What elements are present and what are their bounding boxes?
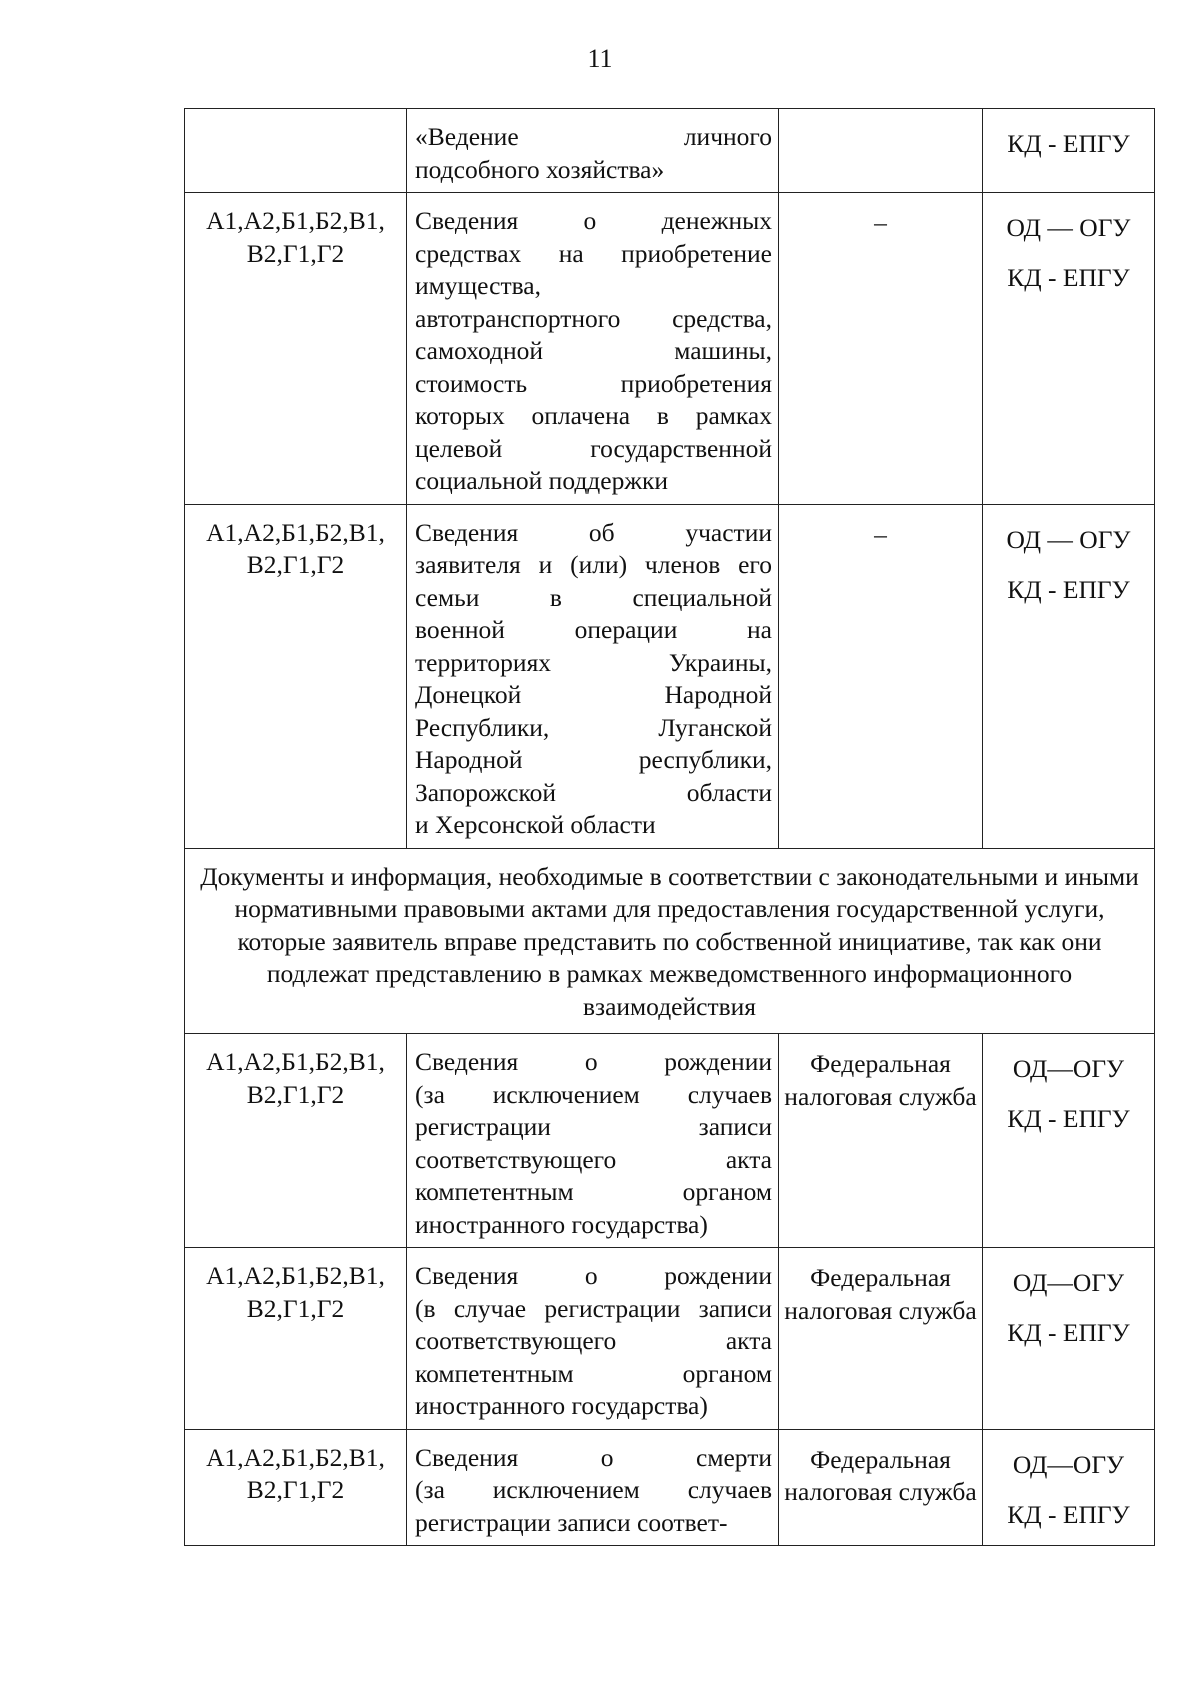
authority-cell: Федеральная налоговая служба <box>779 1034 983 1248</box>
description-line: самоходной машины, <box>415 336 772 365</box>
category-codes-cell: А1,А2,Б1,Б2,В1, В2,Г1,Г2 <box>185 504 407 848</box>
document-description-cell <box>407 193 779 505</box>
submission-channels-cell <box>983 109 1155 193</box>
description-line: соответствующего акта <box>415 1144 772 1174</box>
table-row <box>185 109 1155 193</box>
table-body-bottom <box>185 1034 1155 1546</box>
table-row <box>185 1248 1155 1430</box>
category-codes-cell: А1,А2,Б1,Б2,В1, В2,Г1,Г2 <box>185 1429 407 1546</box>
channel-label: КД - ЕПГУ <box>1007 129 1130 158</box>
submission-channels-cell <box>983 193 1155 505</box>
description-line: Сведения о смерти <box>415 1442 772 1472</box>
document-description-cell <box>407 1429 779 1546</box>
section-row <box>185 848 1155 1034</box>
channel-label: КД - ЕПГУ <box>1007 1499 1130 1529</box>
description-line: средствах на приобретение <box>415 238 772 268</box>
table-row <box>185 1429 1155 1546</box>
description-line: Сведения о рождении <box>415 1261 772 1290</box>
description-line: подсобного хозяйства» <box>415 154 665 184</box>
table-section <box>185 848 1155 1034</box>
channel-label: ОД — ОГУ <box>1006 213 1131 242</box>
description-line: (в случае регистрации записи <box>415 1293 772 1323</box>
description-line: компетентным органом <box>415 1177 772 1206</box>
submission-channels-cell <box>983 504 1155 848</box>
channel-label: ОД—ОГУ <box>1012 1054 1125 1083</box>
description-line: автотранспортного средства, <box>415 303 772 333</box>
description-line: имущества, <box>415 271 541 300</box>
description-line: военной операции на <box>415 615 772 644</box>
page-number: 11 <box>587 44 613 73</box>
channel-label: ОД—ОГУ <box>1012 1268 1125 1297</box>
submission-channels-cell <box>983 1248 1155 1430</box>
document-description-cell <box>407 109 779 193</box>
description-line: Запорожской области <box>415 777 772 807</box>
description-line: целевой государственной <box>415 433 772 463</box>
channel-label: ОД—ОГУ <box>1012 1449 1125 1479</box>
submission-channels-cell <box>983 1034 1155 1248</box>
documents-table <box>184 108 1155 1546</box>
authority-cell <box>779 109 983 193</box>
description-line: Народной республики, <box>415 745 772 774</box>
description-line: (за исключением случаев <box>415 1475 772 1504</box>
table-row <box>185 1034 1155 1248</box>
category-codes-cell: А1,А2,Б1,Б2,В1, В2,Г1,Г2 <box>185 1248 407 1430</box>
authority-cell: – <box>779 504 983 848</box>
channel-label: КД - ЕПГУ <box>1007 263 1130 292</box>
description-line: и Херсонской области <box>415 810 656 839</box>
description-line: Республики, Луганской <box>415 712 772 742</box>
description-line: регистрации записи соответ- <box>415 1507 728 1537</box>
description-line: иностранного государства) <box>415 1209 708 1239</box>
document-description-cell <box>407 1248 779 1430</box>
description-line: Донецкой Народной <box>415 680 772 709</box>
description-line: Сведения об участии <box>415 517 772 547</box>
authority-cell: Федеральная налоговая служба <box>779 1429 983 1546</box>
category-codes-cell: А1,А2,Б1,Б2,В1, В2,Г1,Г2 <box>185 1034 407 1248</box>
category-codes-cell <box>185 109 407 193</box>
authority-cell: – <box>779 193 983 505</box>
description-line: которых оплачена в рамках <box>415 401 772 430</box>
description-line: регистрации записи <box>415 1112 772 1141</box>
channel-label: КД - ЕПГУ <box>1007 574 1130 604</box>
description-line: Сведения о рождении <box>415 1047 772 1076</box>
authority-cell: Федеральная налоговая служба <box>779 1248 983 1430</box>
description-line: иностранного государства) <box>415 1391 708 1420</box>
description-line: Сведения о денежных <box>415 206 772 235</box>
channel-label: КД - ЕПГУ <box>1007 1104 1130 1133</box>
channel-label: КД - ЕПГУ <box>1007 1318 1130 1347</box>
description-line: «Ведение личного <box>415 122 772 151</box>
description-line: заявителя и (или) членов его <box>415 550 772 579</box>
document-description-cell <box>407 1034 779 1248</box>
table-row <box>185 193 1155 505</box>
description-line: семьи в специальной <box>415 582 772 612</box>
description-line: территориях Украины, <box>415 647 772 677</box>
section-heading: Документы и информация, необходимые в соответствии с законодательными и иными нормативными правовыми актами для предоставления государственной услуги, которые заявитель вправе представить по собственной инициативе, так как они подлежат представлению в рамках межведомственного информационного взаимодействия <box>185 848 1155 1034</box>
description-line: социальной поддержки <box>415 466 669 495</box>
submission-channels-cell <box>983 1429 1155 1546</box>
description-line: (за исключением случаев <box>415 1079 772 1109</box>
category-codes-cell: А1,А2,Б1,Б2,В1, В2,Г1,Г2 <box>185 193 407 505</box>
description-line: стоимость приобретения <box>415 368 772 398</box>
table-row <box>185 504 1155 848</box>
table-body-top <box>185 109 1155 849</box>
document-description-cell <box>407 504 779 848</box>
channel-label: ОД — ОГУ <box>1006 524 1131 554</box>
description-line: компетентным органом <box>415 1358 772 1388</box>
description-line: соответствующего акта <box>415 1326 772 1355</box>
